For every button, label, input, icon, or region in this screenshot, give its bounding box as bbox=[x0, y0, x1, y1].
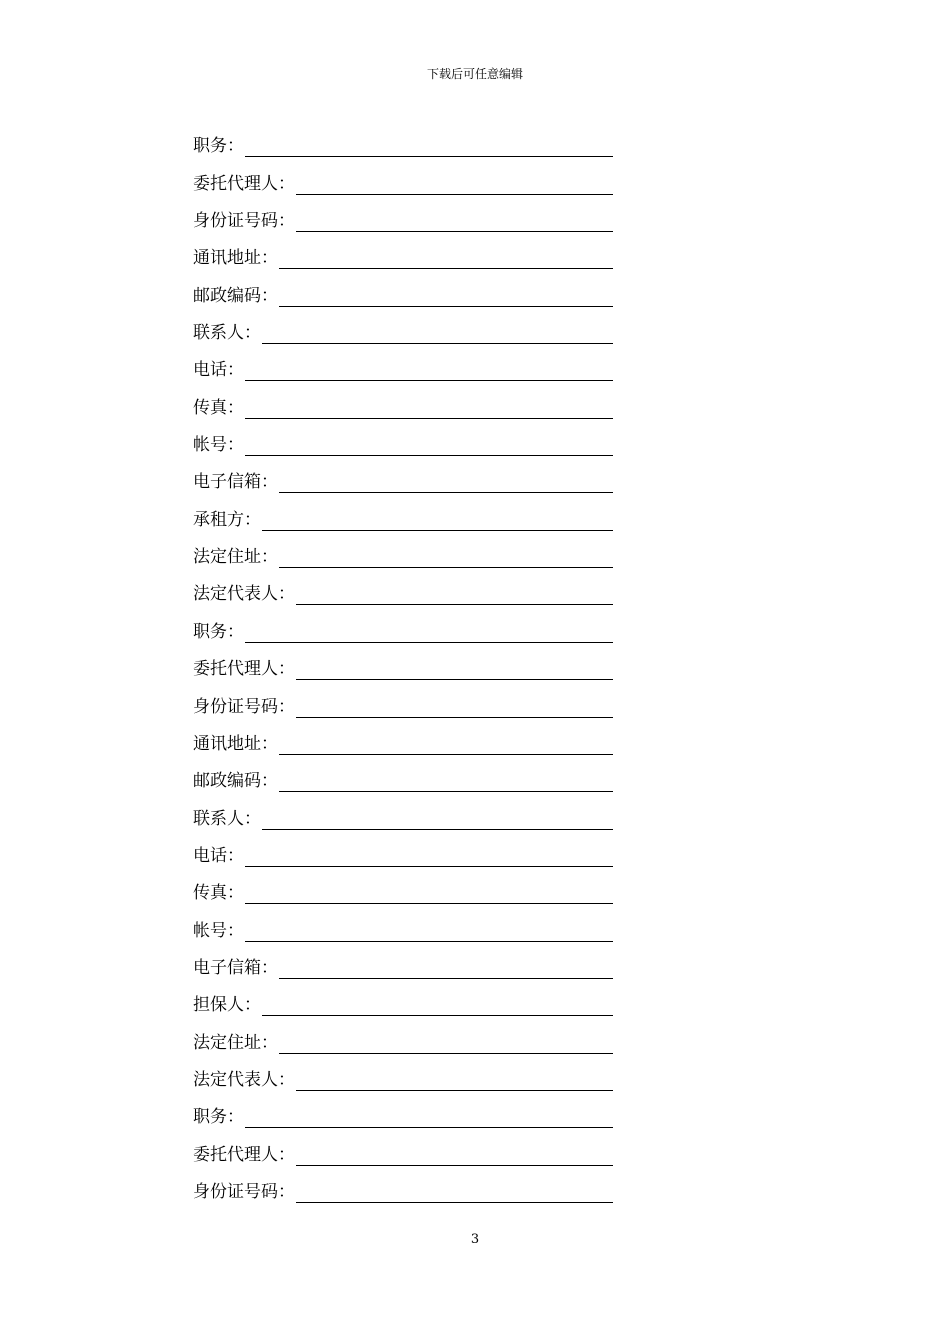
form-row-position bbox=[193, 609, 613, 646]
form-row-legal-address bbox=[193, 1020, 613, 1057]
form-row-agent bbox=[193, 647, 613, 684]
fill-in-blank[interactable] bbox=[245, 400, 613, 419]
fill-in-blank[interactable] bbox=[279, 288, 613, 307]
form-label: 职务： bbox=[193, 136, 244, 157]
fill-in-blank[interactable] bbox=[279, 773, 613, 792]
fill-in-blank[interactable] bbox=[296, 1184, 613, 1203]
form-row-agent bbox=[193, 161, 613, 198]
fill-in-blank[interactable] bbox=[245, 923, 613, 942]
form-label: 委托代理人： bbox=[193, 1144, 295, 1165]
form-label: 委托代理人： bbox=[193, 659, 295, 680]
form-label: 身份证号码： bbox=[193, 211, 295, 232]
form-label: 电话： bbox=[193, 845, 244, 866]
form-label: 职务： bbox=[193, 621, 244, 642]
form-label: 传真： bbox=[193, 883, 244, 904]
fill-in-blank[interactable] bbox=[245, 138, 613, 157]
form-label: 邮政编码： bbox=[193, 771, 278, 792]
fill-in-blank[interactable] bbox=[279, 736, 613, 755]
fill-in-blank[interactable] bbox=[279, 250, 613, 269]
form-row-postcode bbox=[193, 759, 613, 796]
form-label: 委托代理人： bbox=[193, 173, 295, 194]
form-row-fax bbox=[193, 385, 613, 422]
form-label: 电子信箱： bbox=[193, 472, 278, 493]
form-row-position bbox=[193, 124, 613, 161]
fill-in-blank[interactable] bbox=[296, 586, 613, 605]
fill-in-blank[interactable] bbox=[296, 1147, 613, 1166]
fill-in-blank[interactable] bbox=[245, 437, 613, 456]
form-label: 承租方： bbox=[193, 509, 261, 530]
form-label: 帐号： bbox=[193, 920, 244, 941]
form-label: 联系人： bbox=[193, 808, 261, 829]
form-row-agent bbox=[193, 1132, 613, 1169]
form-row-phone bbox=[193, 834, 613, 871]
form-row-fax bbox=[193, 871, 613, 908]
form-row-contact bbox=[193, 311, 613, 348]
form-row-phone bbox=[193, 348, 613, 385]
form-row-lessee bbox=[193, 497, 613, 534]
form-row-id-number bbox=[193, 1170, 613, 1207]
form-label: 帐号： bbox=[193, 435, 244, 456]
fill-in-blank[interactable] bbox=[279, 960, 613, 979]
form-row-contact bbox=[193, 796, 613, 833]
form-label: 通讯地址： bbox=[193, 248, 278, 269]
fill-in-blank[interactable] bbox=[245, 362, 613, 381]
form-row-id-number bbox=[193, 684, 613, 721]
form-row-legal-representative bbox=[193, 572, 613, 609]
form-label: 法定代表人： bbox=[193, 1069, 295, 1090]
form-row-account bbox=[193, 908, 613, 945]
fill-in-blank[interactable] bbox=[279, 549, 613, 568]
form-label: 法定代表人： bbox=[193, 584, 295, 605]
fill-in-blank[interactable] bbox=[245, 624, 613, 643]
form-label: 电子信箱： bbox=[193, 957, 278, 978]
form-row-legal-address bbox=[193, 535, 613, 572]
fill-in-blank[interactable] bbox=[262, 997, 613, 1016]
form-row-id-number bbox=[193, 199, 613, 236]
fill-in-blank[interactable] bbox=[296, 176, 613, 195]
form-row-address bbox=[193, 236, 613, 273]
fill-in-blank[interactable] bbox=[262, 512, 613, 531]
form-row-position bbox=[193, 1095, 613, 1132]
form-row-email bbox=[193, 946, 613, 983]
fill-in-blank[interactable] bbox=[262, 811, 613, 830]
page-header: 下载后可任意编辑 bbox=[426, 67, 523, 81]
form-label: 传真： bbox=[193, 397, 244, 418]
fill-in-blank[interactable] bbox=[279, 1035, 613, 1054]
fill-in-blank[interactable] bbox=[296, 661, 613, 680]
form-row-guarantor bbox=[193, 983, 613, 1020]
form-row-postcode bbox=[193, 273, 613, 310]
form-label: 身份证号码： bbox=[193, 1181, 295, 1202]
form-label: 担保人： bbox=[193, 995, 261, 1016]
fill-in-blank[interactable] bbox=[262, 325, 613, 344]
form-label: 邮政编码： bbox=[193, 285, 278, 306]
fill-in-blank[interactable] bbox=[296, 1072, 613, 1091]
form-label: 身份证号码： bbox=[193, 696, 295, 717]
form-label: 联系人： bbox=[193, 323, 261, 344]
form-label: 法定住址： bbox=[193, 1032, 278, 1053]
fill-in-blank[interactable] bbox=[296, 699, 613, 718]
fill-in-blank[interactable] bbox=[296, 213, 613, 232]
form-label: 电话： bbox=[193, 360, 244, 381]
fill-in-blank[interactable] bbox=[245, 885, 613, 904]
page-number: 3 bbox=[470, 1232, 480, 1247]
fill-in-blank[interactable] bbox=[245, 848, 613, 867]
form-label: 法定住址： bbox=[193, 547, 278, 568]
form-row-account bbox=[193, 423, 613, 460]
form-row-email bbox=[193, 460, 613, 497]
fill-in-blank[interactable] bbox=[245, 1109, 613, 1128]
form-label: 通讯地址： bbox=[193, 733, 278, 754]
form-row-legal-representative bbox=[193, 1058, 613, 1095]
form-label: 职务： bbox=[193, 1107, 244, 1128]
party-info-form bbox=[193, 124, 613, 1207]
form-row-address bbox=[193, 722, 613, 759]
fill-in-blank[interactable] bbox=[279, 474, 613, 493]
